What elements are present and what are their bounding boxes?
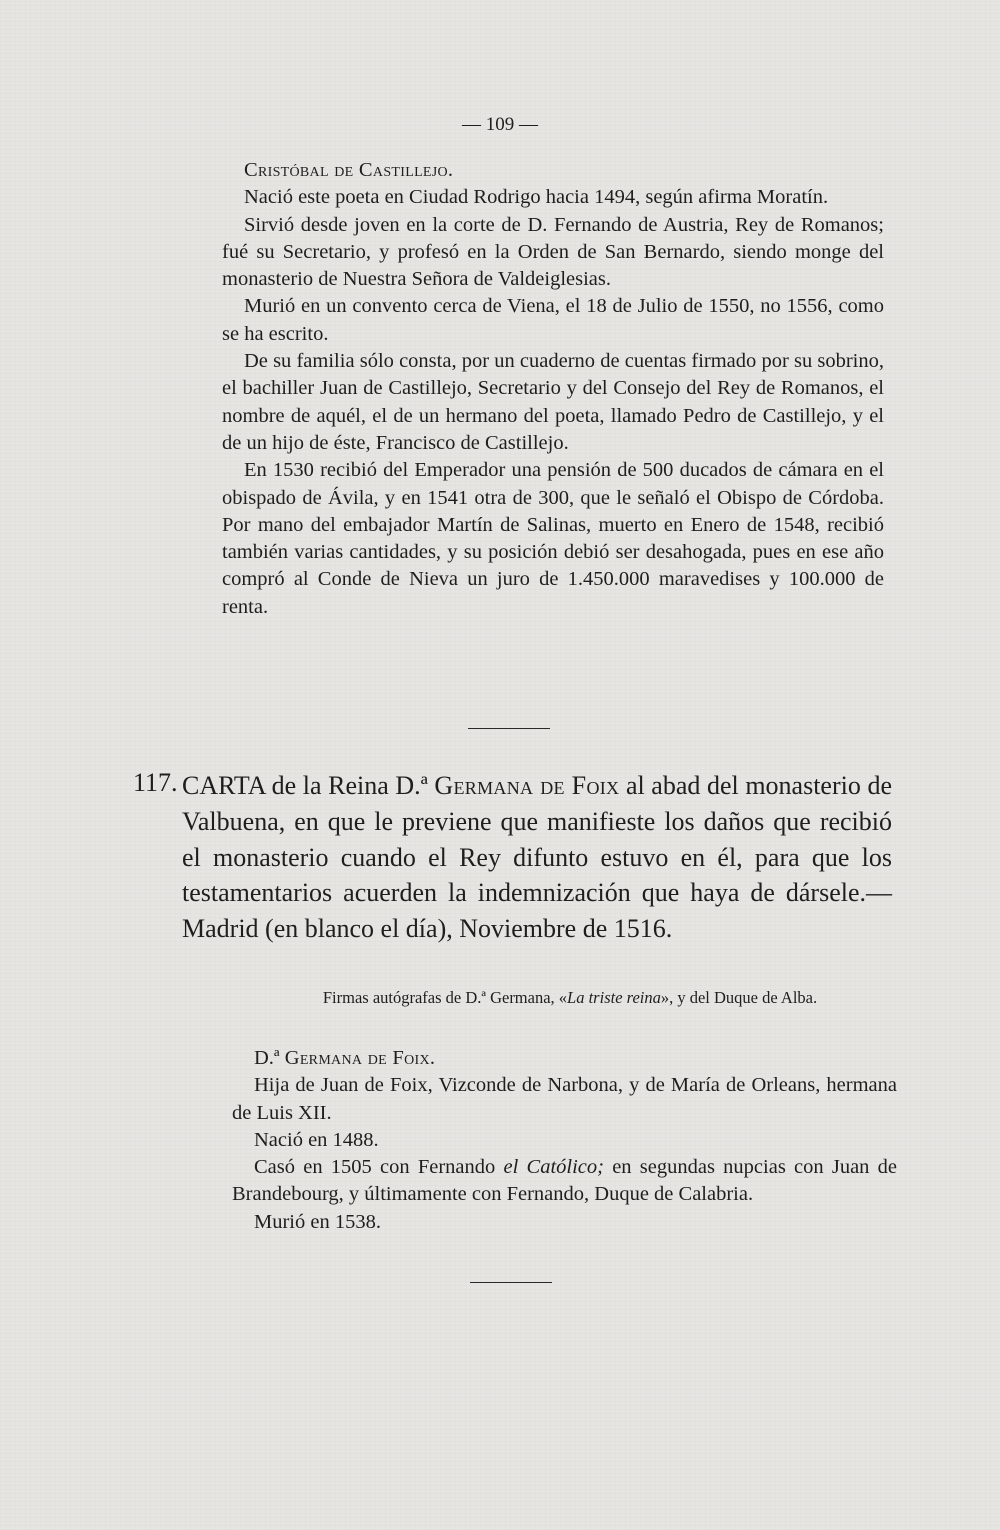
paragraph: Nació este poeta en Ciudad Rodrigo hacia 1494, según afirma Moratín. (244, 186, 829, 209)
paragraph: Murió en 1538. (254, 1210, 381, 1233)
paragraph-text-end: en segundas nupcias con Juan de Brandebourg, y últimamente con Fernando, Duque de Calabria. (232, 1156, 897, 1206)
section-divider (468, 728, 550, 729)
entry-number: 117. (133, 768, 178, 797)
biography-castillejo (222, 157, 884, 621)
paragraph-text: Casó en 1505 con Fernando (254, 1156, 504, 1179)
paragraph (232, 1154, 897, 1209)
section-heading: Cristóbal de Castillejo. (244, 159, 454, 181)
paragraph: Nació en 1488. (254, 1128, 379, 1151)
note-text: Firmas autógrafas de D.ª Germana, « (322, 988, 568, 1007)
paragraph: Hija de Juan de Foix, Vizconde de Narbona, y de María de Orleans, hermana de Luis XII. (232, 1074, 897, 1124)
paragraph: En 1530 recibió del Emperador una pensión de 500 ducados de cámara en el obispado de Ávila, y en 1541 otra de 300, que le señaló el Obispo de Córdoba. Por mano del embajador Martín de Salinas, muerto en Enero de 1548, recibió también varias cantidades, y su posición debió ser desahogada, pues en ese año compró al Conde de Nieva un juro de 1.450.000 maravedises y 100.000 de renta. (222, 459, 884, 618)
section-heading (232, 1045, 897, 1072)
page-number: — 109 — (462, 114, 538, 135)
catalog-entry (182, 768, 892, 947)
paragraph: Murió en un convento cerca de Viena, el 18 de Julio de 1550, no 1556, como se ha escrito. (222, 295, 884, 345)
note-text-end: », y del Duque de Alba. (660, 988, 818, 1007)
heading-title: D.ª (254, 1047, 285, 1069)
entry-text-start: CARTA de la Reina D.ª (182, 771, 435, 800)
note-italic: La triste reina (567, 988, 661, 1007)
paragraph: De su familia sólo consta, por un cuaderno de cuentas firmado por su sobrino, el bachiller Juan de Castillejo, Secretario y del Consejo del Rey de Romanos, el nombre de aquél, el de un hermano del poeta, llamado Pedro de Castillejo, y el de un hijo de éste, Francisco de Castillejo. (222, 350, 884, 454)
signature-note (250, 988, 890, 1008)
paragraph: Sirvió desde joven en la corte de D. Fernando de Austria, Rey de Romanos; fué su Secretario, y profesó en la Orden de San Bernardo, siendo monge del monasterio de Nuestra Señora de Valdeiglesias. (222, 213, 884, 291)
paragraph-italic: el Católico; (503, 1156, 604, 1179)
heading-name: Germana de Foix. (284, 1047, 436, 1069)
entry-person-name: Germana de Foix (434, 771, 620, 800)
entry-text-rest: al abad del monasterio de Valbuena, en que le previene que manifieste los daños que recibió el monasterio cuando el Rey difunto estuvo en él, para que los testamentarios acuerden la indemnización que haya de dársele.—Madrid (en blanco el día), Noviembre de 1516. (182, 771, 892, 944)
biography-germana (232, 1045, 897, 1236)
section-divider (470, 1282, 552, 1283)
